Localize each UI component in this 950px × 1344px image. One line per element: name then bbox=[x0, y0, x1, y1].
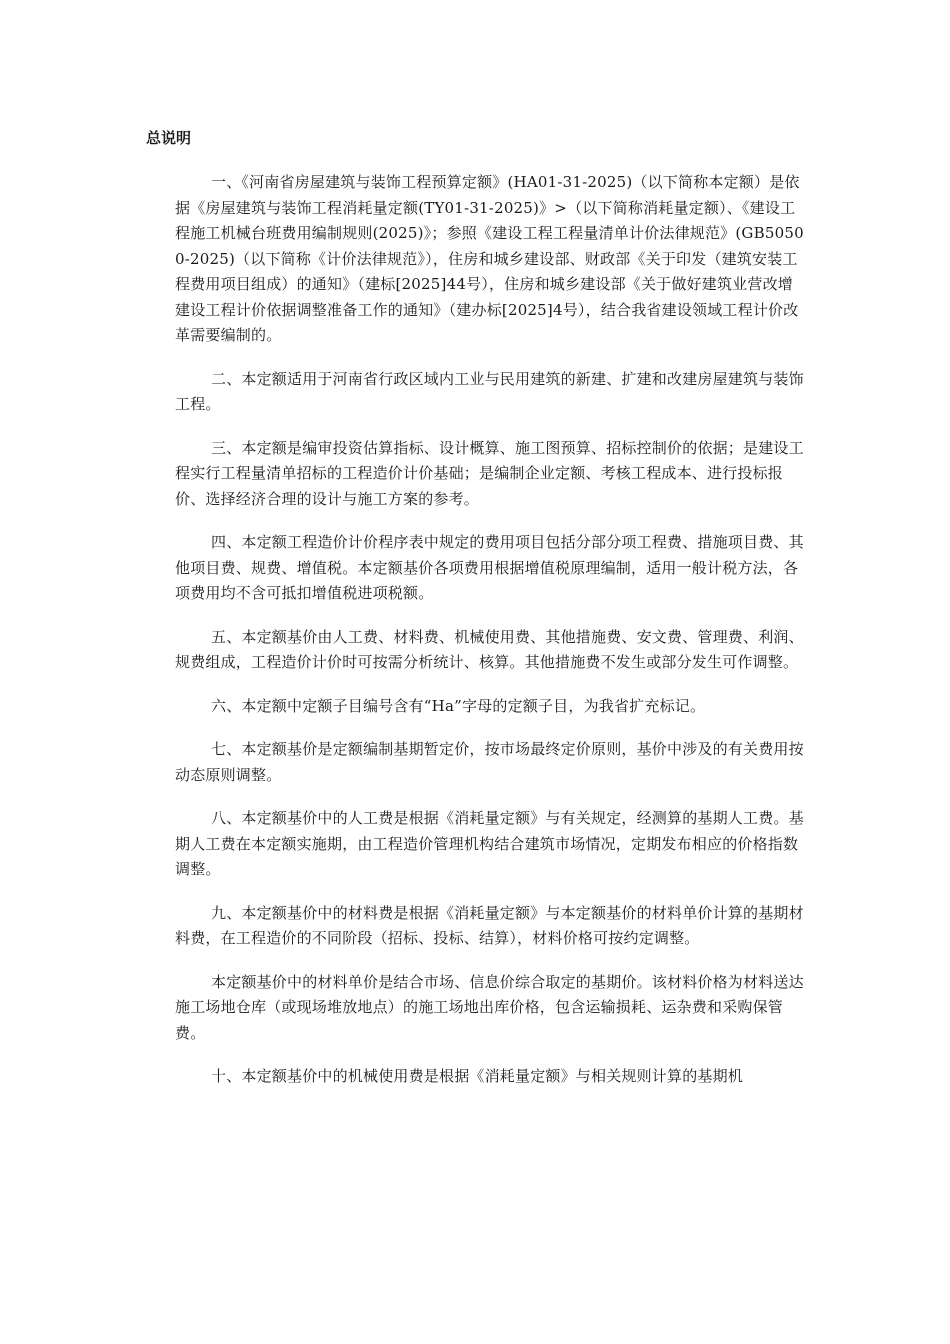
document-body bbox=[175, 170, 805, 1090]
paragraph-9-continued: 本定额基价中的材料单价是结合市场、信息价综合取定的基期价。该材料价格为材料送达施工场地仓库（或现场堆放地点）的施工场地出库价格，包含运输损耗、运杂费和采购保管费。 bbox=[175, 972, 804, 1042]
paragraph-2: 二、本定额适用于河南省行政区域内工业与民用建筑的新建、扩建和改建房屋建筑与装饰工程。 bbox=[175, 369, 804, 413]
paragraph-9: 九、本定额基价中的材料费是根据《消耗量定额》与本定额基价的材料单价计算的基期材料费，在工程造价的不同阶段（招标、投标、结算），材料价格可按约定调整。 bbox=[175, 903, 804, 947]
paragraph-6: 六、本定额中定额子目编号含有“Ha”字母的定额子目，为我省扩充标记。 bbox=[211, 696, 706, 715]
document-title: 总说明 bbox=[146, 129, 192, 147]
paragraph-8: 八、本定额基价中的人工费是根据《消耗量定额》与有关规定，经测算的基期人工费。基期人工费在本定额实施期，由工程造价管理机构结合建筑市场情况，定期发布相应的价格指数调整。 bbox=[175, 809, 804, 878]
paragraph-7: 七、本定额基价是定额编制基期暂定价，按市场最终定价原则，基价中涉及的有关费用按动态原则调整。 bbox=[175, 740, 804, 784]
paragraph-4: 四、本定额工程造价计价程序表中规定的费用项目包括分部分项工程费、措施项目费、其他项目费、规费、增值税。本定额基价各项费用根据增值税原理编制，适用一般计税方法，各项费用均不含可抵扣增值税进项税额。 bbox=[175, 533, 804, 602]
paragraph-3: 三、本定额是编审投资估算指标、设计概算、施工图预算、招标控制价的依据；是建设工程实行工程量清单招标的工程造价计价基础；是编制企业定额、考核工程成本、进行投标报价、选择经济合理的设计与施工方案的参考。 bbox=[175, 438, 804, 508]
paragraph-5: 五、本定额基价由人工费、材料费、机械使用费、其他措施费、安文费、管理费、利润、规费组成，工程造价计价时可按需分析统计、核算。其他措施费不发生或部分发生可作调整。 bbox=[175, 627, 804, 671]
paragraph-1: 一、《河南省房屋建筑与装饰工程预算定额》(HA01-31-2025)（以下简称本定额）是依据《房屋建筑与装饰工程消耗量定额(TY01-31-2025)》>（以下简称消耗量定额）、《建设工程施工机械台班费用编制规则(2025)》；参照《建设工程工程量清单计价法律规范》(GB50500-2025)（以下简称《计价法律规范》），住房和城乡建设部、财政部《关于印发（建筑安装工程费用项目组成）的通知》（建标[2025]44号），住房和城乡建设部《关于做好建筑业营改增建设工程计价依据调整准备工作的通知》（建办标[2025]4号），结合我省建设领域工程计价改革需要编制的。 bbox=[175, 173, 804, 344]
paragraph-10: 十、本定额基价中的机械使用费是根据《消耗量定额》与相关规则计算的基期机 bbox=[211, 1067, 744, 1085]
